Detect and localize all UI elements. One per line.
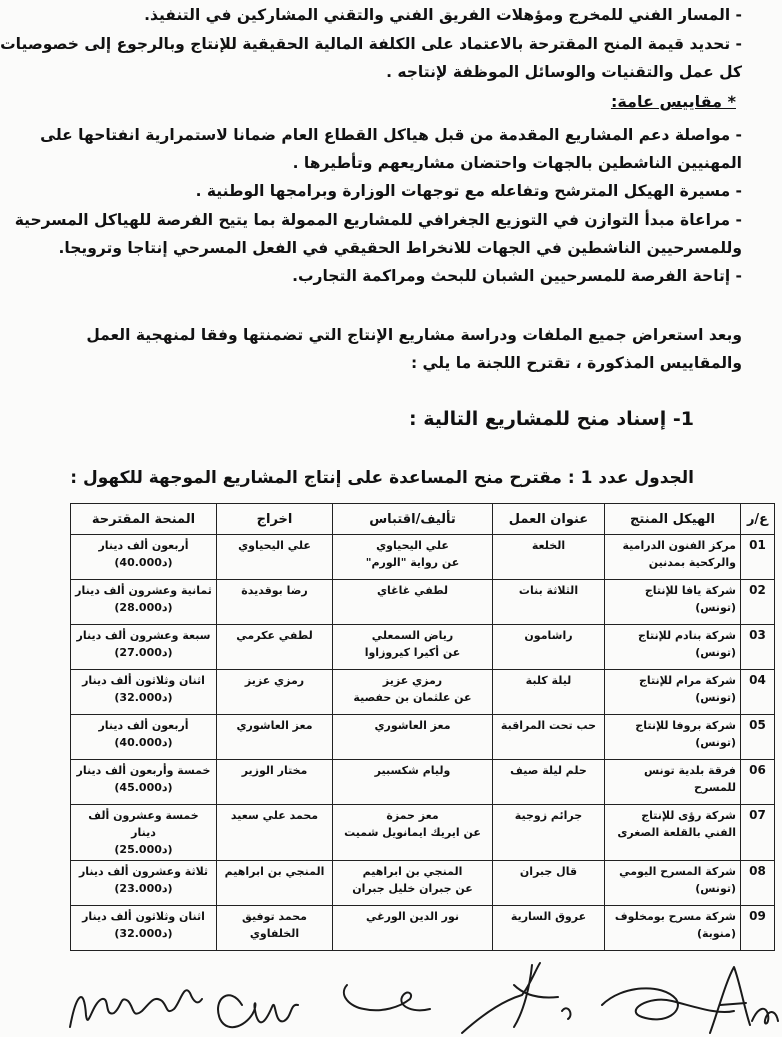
author-value: لطفي غاغاي [376,584,449,597]
grant-amount-number: (40.000د) [114,556,173,569]
producer-cell [605,625,741,670]
signatures [62,955,782,1035]
producer-value: شركة يافا للإنتاج (تونس) [644,584,736,614]
title-value: الخلعة [531,539,566,552]
row-number [741,625,775,670]
producer-cell [605,861,741,906]
grant-cell [71,906,217,951]
criteria-line: كل عمل والتقنيات والوسائل الموظفة لإنتاجه . [386,63,742,81]
title-cell [493,760,605,805]
grant-cell [71,715,217,760]
author-value: نور الدين الورغي [365,910,460,923]
director-cell [217,670,333,715]
author-value: المنجي بن ابراهيم [362,865,463,878]
row-number-value: 06 [749,763,766,777]
table-row [71,715,775,760]
author-cell [333,670,493,715]
author-note: عن رواية "الورم" [365,556,460,569]
grant-cell [71,805,217,861]
grant-cell [71,580,217,625]
table-row [71,535,775,580]
grant-cell [71,535,217,580]
grant-amount-text: ثمانية وعشرون ألف دينار [75,584,212,597]
grant-cell [71,760,217,805]
signature-1 [70,990,202,1027]
author-note: عن علثمان بن حفصية [353,691,472,704]
director-value: مختار الوزير [241,764,308,777]
title-value: قال جبران [519,865,578,878]
producer-value: شركة مسرح بومخلوف (منوبة) [614,910,736,940]
title-cell [493,580,605,625]
grant-amount-text: خمسة وعشرون ألف دينار [88,809,199,839]
row-number [741,535,775,580]
producer-value: شركة بنادم للإنتاج (تونس) [637,629,736,659]
author-value: علي اليحياوي [376,539,449,552]
grant-amount-text: ثلاثة وعشرون ألف دينار [78,865,209,878]
general-criteria-line: - إتاحة الفرصة للمسرحيين الشبان للبحث ومراكمة التجارب. [292,267,742,285]
title-cell [493,861,605,906]
title-cell [493,625,605,670]
author-value: معز العاشوري [374,719,451,732]
signature-5 [602,988,734,1019]
row-number [741,906,775,951]
table-row [71,760,775,805]
row-number [741,715,775,760]
director-cell [217,906,333,951]
grant-amount-number: (25.000د) [114,843,173,856]
criteria-line: - تحديد قيمة المنح المقترحة بالاعتماد على الكلفة المالية الحقيقية للإنتاج وبالرجوع إلى خصوصيات [0,35,742,53]
row-number-value: 02 [749,583,766,597]
general-criteria-line: - مراعاة مبدأ التوازن في التوزيع الجغرافي للمشاريع الممولة بما يتيح الفرصة للهياكل المسرحية [14,211,742,229]
author-value: وليام شكسبير [374,764,451,777]
author-value: معز حمزة [386,809,439,822]
grant-amount-number: (28.000د) [114,601,173,614]
table-caption: الجدول عدد 1 : مقترح منح المساعدة على إنتاج المشاريع الموجهة للكهول : [70,468,694,488]
producer-value: فرقة بلدية تونس للمسرح [643,764,736,794]
grant-amount-text: خمسة وأربعون ألف دينار [76,764,211,777]
row-number-value: 09 [749,909,766,923]
author-cell [333,805,493,861]
title-value: عروق السارية [510,910,587,923]
producer-cell [605,715,741,760]
producer-value: شركة المسرح اليومي (تونس) [619,865,736,895]
title-cell [493,535,605,580]
director-value: محمد توفيق الخلفاوي [242,910,307,940]
grant-amount-text: أربعون ألف دينار [98,539,189,552]
row-number [741,760,775,805]
signature-4 [462,963,570,1033]
title-cell [493,715,605,760]
general-criteria-line: المهنيين الناشطين بالجهات واحتضان مشاريعهم وتأطيرها . [292,154,742,172]
signature-2 [218,995,298,1027]
col-header-grant: المنحة المقترحة [71,504,217,535]
table-row [71,580,775,625]
signature-6 [710,967,778,1033]
table-body [71,535,775,951]
grant-cell [71,861,217,906]
title-value: الثلاثة بنات [518,584,579,597]
row-number-value: 03 [749,628,766,642]
title-value: حب تحت المراقبة [500,719,597,732]
director-value: علي اليحياوي [238,539,311,552]
title-cell [493,670,605,715]
director-cell [217,715,333,760]
grant-amount-number: (45.000د) [114,781,173,794]
director-value: محمد علي سعيد [230,809,319,822]
grant-amount-text: سبعة وعشرون ألف دينار [76,629,211,642]
grant-amount-text: أربعون ألف دينار [98,719,189,732]
producer-cell [605,906,741,951]
table-header-row [71,504,775,535]
producer-value: مركز الفنون الدرامية والركحية بمدنين [622,539,736,569]
col-header-director: اخراج [217,504,333,535]
author-cell [333,906,493,951]
director-value: رضا بوقديدة [241,584,308,597]
grant-cell [71,625,217,670]
grant-amount-number: (32.000د) [114,927,173,940]
grant-amount-text: اثنان وثلاثون ألف دينار [82,910,205,923]
grant-amount-number: (32.000د) [114,691,173,704]
title-value: راشامون [524,629,573,642]
grants-table [70,503,775,951]
author-cell [333,580,493,625]
author-note: عن أكيرا كيروزاوا [364,646,461,659]
director-cell [217,625,333,670]
title-value: حلم ليلة صيف [510,764,587,777]
row-number [741,861,775,906]
producer-cell [605,580,741,625]
row-number-value: 05 [749,718,766,732]
col-header-number: ع/ر [741,504,775,535]
row-number [741,670,775,715]
producer-cell [605,805,741,861]
general-criteria-line: - مواصلة دعم المشاريع المقدمة من قبل هياكل القطاع العام ضمانا لاستمرارية انفتاحها على [40,126,742,144]
author-value: رياض السمعلي [371,629,454,642]
author-cell [333,760,493,805]
general-criteria-heading: * مقاييس عامة: [610,92,736,111]
general-criteria-line: - مسيرة الهيكل المترشح وتفاعله مع توجهات الوزارة وبرامجها الوطنية . [195,182,742,200]
table-row [71,670,775,715]
conclusion-line: والمقاييس المذكورة ، تقترح اللجنة ما يلي : [410,354,742,372]
row-number-value: 07 [749,808,766,822]
criteria-line: - المسار الفني للمخرج ومؤهلات الفريق الفني والتقني المشاركين في التنفيذ. [144,6,742,24]
table-row [71,625,775,670]
signature-3 [344,985,430,1010]
director-cell [217,580,333,625]
director-cell [217,861,333,906]
grant-amount-number: (23.000د) [114,882,173,895]
row-number-value: 08 [749,864,766,878]
table-row [71,861,775,906]
producer-cell [605,760,741,805]
title-cell [493,805,605,861]
producer-value: شركة رؤى للإنتاج الفني بالقلعة الصغرى [617,809,736,839]
row-number-value: 04 [749,673,766,687]
conclusion-line: وبعد استعراض جميع الملفات ودراسة مشاريع الإنتاج التي تضمنتها وفقا لمنهجية العمل [86,326,742,344]
col-header-title: عنوان العمل [493,504,605,535]
general-criteria-line: وللمسرحيين الناشطين في الجهات للانخراط الحقيقي في الفعل المسرحي إنتاجا وترويجا. [58,239,742,257]
grant-amount-text: اثنان وثلاثون ألف دينار [82,674,205,687]
director-value: رمزي عزيز [244,674,305,687]
author-cell [333,715,493,760]
title-value: ليلة كلبة [525,674,572,687]
director-cell [217,805,333,861]
director-value: معز العاشوري [236,719,313,732]
table-row [71,805,775,861]
grant-amount-number: (27.000د) [114,646,173,659]
grant-cell [71,670,217,715]
director-value: المنجي بن ابراهيم [224,865,325,878]
director-value: لطفي عكرمي [236,629,313,642]
row-number [741,805,775,861]
author-cell [333,625,493,670]
author-value: رمزي عزيز [382,674,443,687]
title-value: جرائم زوجية [514,809,583,822]
producer-value: شركة مرام للإنتاج (تونس) [638,674,736,704]
director-cell [217,535,333,580]
col-header-producer: الهيكل المنتج [605,504,741,535]
grant-amount-number: (40.000د) [114,736,173,749]
producer-value: شركة بروفا للإنتاج (تونس) [635,719,736,749]
author-cell [333,535,493,580]
director-cell [217,760,333,805]
title-cell [493,906,605,951]
col-header-author: تأليف/اقتباس [333,504,493,535]
row-number [741,580,775,625]
row-number-value: 01 [749,538,766,552]
table-row [71,906,775,951]
author-note: عن جبران خليل جبران [352,882,473,895]
producer-cell [605,535,741,580]
producer-cell [605,670,741,715]
author-note: عن ايريك ايمانويل شميت [344,826,481,839]
author-cell [333,861,493,906]
section-title: 1- إسناد منح للمشاريع التالية : [409,408,694,430]
